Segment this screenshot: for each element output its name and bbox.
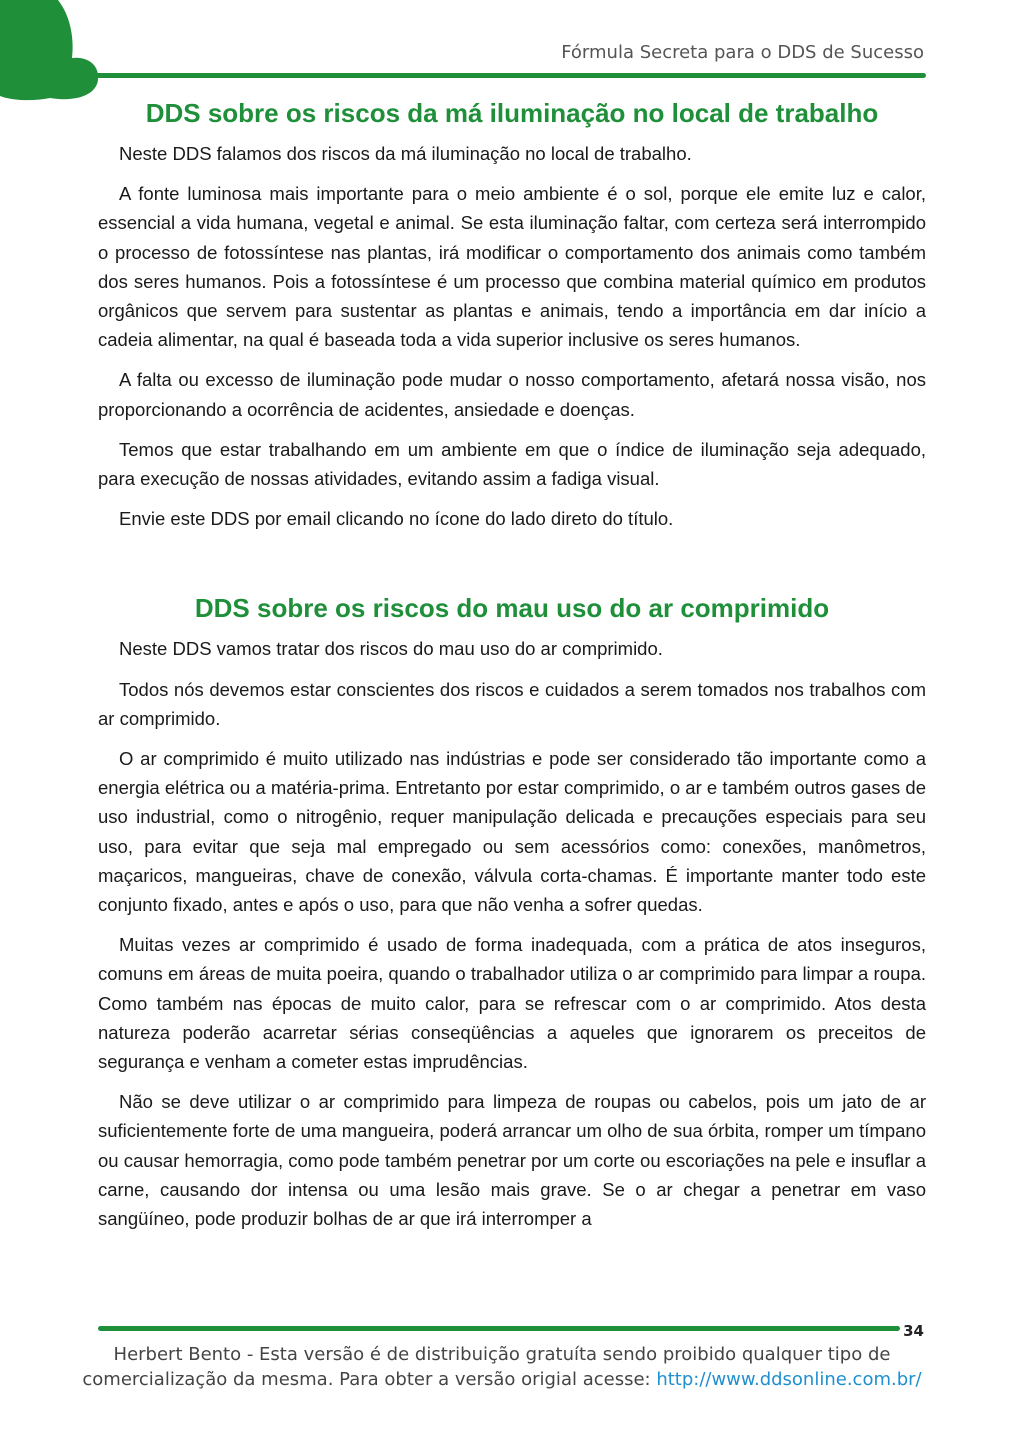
website-link[interactable]: http://www.ddsonline.com.br/: [656, 1369, 922, 1390]
paragraph: A fonte luminosa mais importante para o meio ambiente é o sol, porque ele emite luz e calor, essencial a vida humana, vegetal e animal. Se esta iluminação faltar, com certeza será interrompido o processo de fotossíntese nas plantas, irá modificar o comportamento dos animais como também dos seres humanos. Pois a fotossíntese é um processo que combina material químico em produtos orgânicos que servem para sustentar as plantas e animais, tendo a importância em dar início a cadeia alimentar, na qual é baseada toda a vida superior inclusive os seres humanos.: [98, 183, 926, 351]
paragraph: Neste DDS falamos dos riscos da má iluminação no local de trabalho.: [119, 143, 692, 164]
section-title: DDS sobre os riscos do mau uso do ar comprimido: [194, 593, 830, 624]
paragraph: Temos que estar trabalhando em um ambiente em que o índice de iluminação seja adequado, para execução de nossas atividades, evitando assim a fadiga visual.: [98, 438, 926, 490]
footer-notice: [80, 1342, 924, 1392]
page-content: [98, 96, 926, 1233]
page-number: 34: [903, 1322, 924, 1340]
section-ma-iluminacao: [98, 96, 926, 533]
paragraph: Neste DDS vamos tratar dos riscos do mau uso do ar comprimido.: [119, 638, 663, 660]
header-rule: [62, 73, 926, 78]
footer-rule: [98, 1326, 900, 1331]
paragraph: Todos nós devemos estar conscientes dos riscos e cuidados a serem tomados nos trabalhos com ar comprimido.: [98, 678, 926, 729]
paragraph: Envie este DDS por email clicando no ícone do lado direto do título.: [119, 508, 674, 530]
paragraph: O ar comprimido é muito utilizado nas indústrias e pode ser considerado tão importante como a energia elétrica ou a matéria-prima. Entretanto por estar comprimido, o ar e também outros gases de uso industrial, como o nitrogênio, requer manipulação delicada e precauções especiais para seu uso, para evitar que seja mal empregado ou sem acessórios como: conexões, manômetros, maçaricos, mangueiras, chave de conexão, válvula corta-chamas. É importante manter todo este conjunto fixado, antes e após o uso, para que não venha a sofrer quedas.: [98, 748, 926, 916]
section-ar-comprimido: [98, 591, 926, 1233]
footer-line-1: Herbert Bento - Esta versão é de distribuição gratuíta sendo proibido qualquer tipo de: [113, 1344, 891, 1365]
paragraph: Não se deve utilizar o ar comprimido para limpeza de roupas ou cabelos, pois um jato de ar suficientemente forte de uma mangueira, poderá arrancar um olho de sua órbita, romper um tímpano ou causar hemorragia, como pode também penetrar por um corte ou escoriações na pele e insuflar a carne, causando dor intensa ou uma lesão mais grave. Se o ar chegar a penetrar em vaso sangüíneo, pode produzir bolhas de ar que irá interromper a: [98, 1091, 926, 1230]
running-header-title: Fórmula Secreta para o DDS de Sucesso: [561, 42, 924, 63]
section-title: DDS sobre os riscos da má iluminação no local de trabalho: [145, 98, 879, 128]
footer-line-2: [80, 1367, 924, 1392]
footer-line-2-text: comercialização da mesma. Para obter a versão origial acesse:: [82, 1369, 657, 1390]
paragraph: A falta ou excesso de iluminação pode mudar o nosso comportamento, afetará nossa visão, nos proporcionando a ocorrência de acidentes, ansiedade e doenças.: [98, 369, 926, 420]
corner-decoration: [0, 0, 110, 110]
paragraph: Muitas vezes ar comprimido é usado de forma inadequada, com a prática de atos inseguros, comuns em áreas de muita poeira, quando o trabalhador utiliza o ar comprimido para limpar a roupa. Como também nas épocas de muito calor, para se refrescar com o ar comprimido. Atos desta natureza poderão acarretar sérias conseqüências a aqueles que ignorarem os preceitos de segurança e venham a cometer estas imprudências.: [98, 934, 926, 1073]
